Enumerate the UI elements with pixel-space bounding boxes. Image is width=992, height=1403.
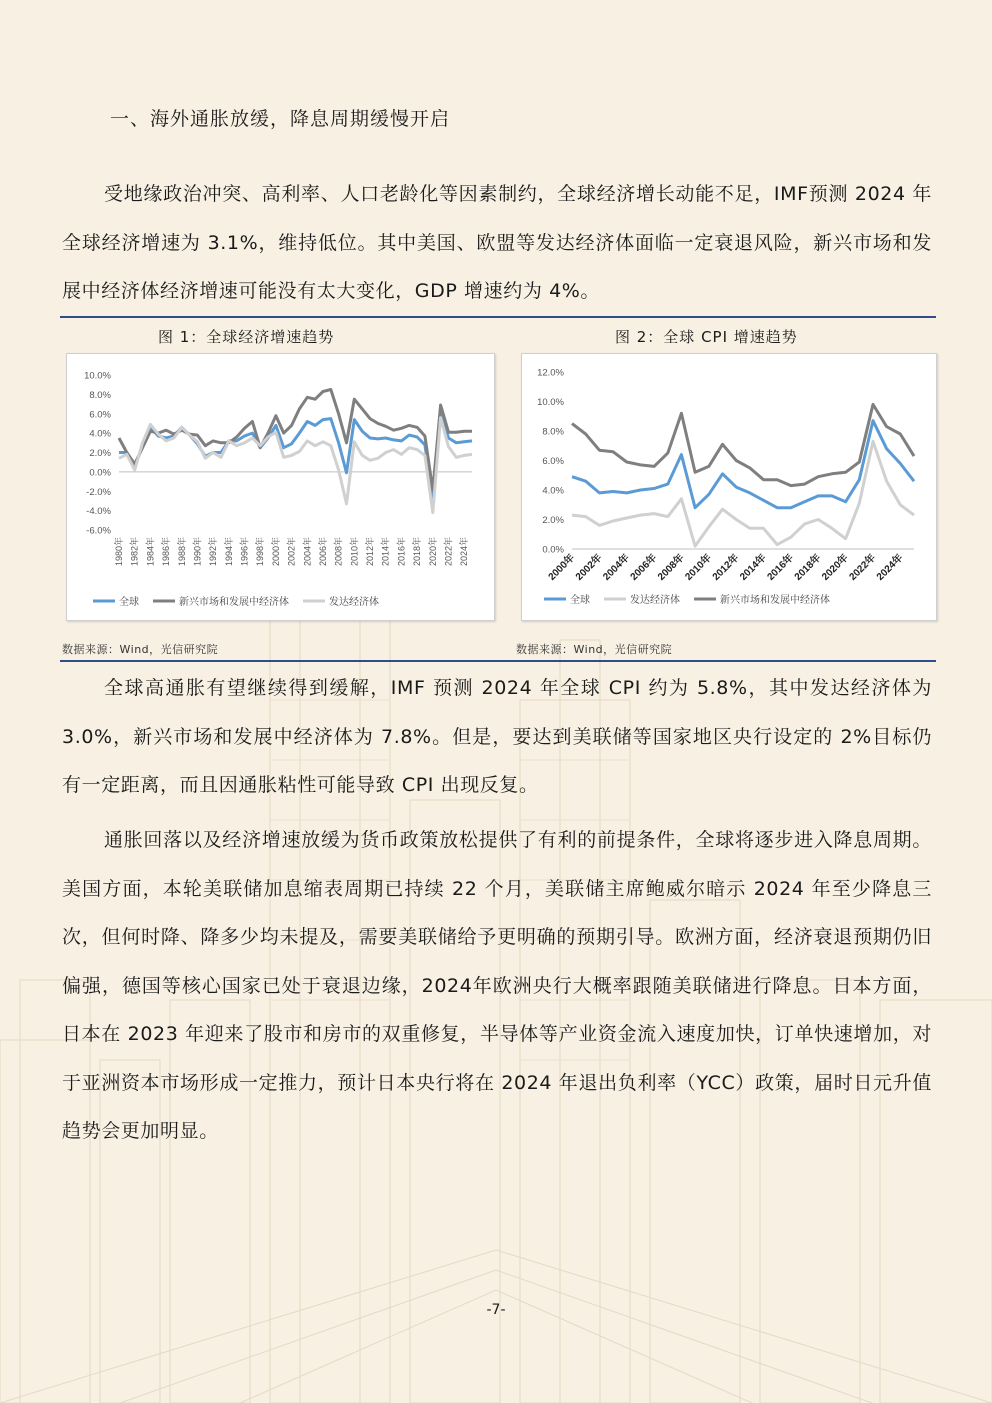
x-tick-label: 1992年 bbox=[208, 537, 219, 567]
y-tick-label: 8.0% bbox=[542, 426, 564, 438]
y-tick-label: 8.0% bbox=[89, 389, 111, 401]
x-tick-label: 2004年 bbox=[302, 537, 313, 567]
x-tick-label: 2012年 bbox=[710, 552, 742, 583]
x-tick-label: 2018年 bbox=[792, 552, 824, 583]
y-tick-label: 10.0% bbox=[537, 397, 564, 408]
legend-label: 全球 bbox=[119, 597, 139, 608]
x-tick-label: 2022年 bbox=[443, 537, 454, 567]
y-tick-label: 0.0% bbox=[542, 544, 564, 556]
x-tick-label: 1998年 bbox=[255, 537, 266, 567]
y-tick-label: -2.0% bbox=[86, 486, 111, 498]
y-tick-label: 12.0% bbox=[537, 367, 564, 379]
x-tick-label: 2012年 bbox=[365, 537, 376, 567]
x-tick-label: 2008年 bbox=[655, 552, 687, 583]
legend-label: 发达经济体 bbox=[630, 595, 680, 606]
section-heading: 一、海外通胀放缓，降息周期缓慢开启 bbox=[110, 108, 451, 130]
x-tick-label: 2000年 bbox=[546, 552, 578, 583]
x-tick-label: 2020年 bbox=[820, 552, 851, 583]
paragraph-3: 通胀回落以及经济增速放缓为货币政策放松提供了有利的前提条件，全球将逐步进入降息周期。美国方面，本轮美联储加息缩表周期已持续 22 个月，美联储主席鲍威尔暗示 2024 年至少降息三次，但何时降、降多少均未提及，需要美联储给予更明确的预期引导。欧洲方面，经济衰退预期仍旧偏强，德国等核心国家已处于衰退边缘，2024年欧洲央行大概率跟随美联储进行降息。日本方面，日本在 2023 年迎来了股市和房市的双重修复，半导体等产业资金流入速度加快，订单快速增加，对于亚洲资本市场形成一定推力，预计日本央行将在 2024 年退出负利率（YCC）政策，届时日元升值趋势会更加明显。 bbox=[62, 829, 932, 1142]
x-tick-label: 2020年 bbox=[427, 537, 438, 567]
figure-top-rule bbox=[60, 316, 936, 318]
y-tick-label: 6.0% bbox=[542, 456, 564, 467]
y-tick-label: 4.0% bbox=[542, 485, 564, 497]
x-tick-label: 2008年 bbox=[333, 537, 344, 567]
figure-1-chart bbox=[66, 353, 495, 621]
figure-1-caption: 图 1：全球经济增速趋势 bbox=[158, 328, 335, 346]
figure-bottom-rule bbox=[60, 660, 936, 662]
series-line bbox=[572, 404, 914, 485]
figure-2-caption: 图 2：全球 CPI 增速趋势 bbox=[615, 328, 798, 346]
x-tick-label: 2014年 bbox=[380, 537, 391, 567]
legend-label: 全球 bbox=[570, 595, 590, 606]
x-tick-label: 2006年 bbox=[628, 552, 660, 583]
page-number: -7- bbox=[486, 1302, 506, 1318]
x-tick-label: 1984年 bbox=[145, 537, 156, 567]
x-tick-label: 2010年 bbox=[683, 552, 714, 583]
x-tick-label: 1980年 bbox=[114, 537, 124, 567]
figure-1-source: 数据来源：Wind，光信研究院 bbox=[62, 643, 219, 656]
legend-label: 新兴市场和发展中经济体 bbox=[179, 597, 289, 608]
x-tick-label: 2004年 bbox=[601, 552, 632, 583]
figure-2-source: 数据来源：Wind，光信研究院 bbox=[516, 643, 673, 656]
x-tick-label: 2014年 bbox=[738, 552, 769, 583]
x-tick-label: 1990年 bbox=[192, 537, 203, 567]
x-tick-label: 2024年 bbox=[459, 537, 470, 567]
cpi-growth-line-chart bbox=[522, 354, 936, 620]
y-tick-label: 2.0% bbox=[89, 448, 111, 459]
x-tick-label: 2000年 bbox=[270, 537, 281, 567]
y-tick-label: 10.0% bbox=[84, 370, 111, 382]
x-tick-label: 2016年 bbox=[765, 552, 797, 583]
x-tick-label: 2016年 bbox=[396, 537, 407, 567]
x-tick-label: 2002年 bbox=[286, 537, 297, 567]
y-tick-label: 6.0% bbox=[89, 409, 111, 421]
y-tick-label: -6.0% bbox=[86, 525, 111, 537]
x-tick-label: 2024年 bbox=[874, 552, 906, 583]
paragraph-1: 受地缘政治冲突、高利率、人口老龄化等因素制约，全球经济增长动能不足，IMF预测 2024 年全球经济增速为 3.1%，维持低位。其中美国、欧盟等发达经济体面临一定衰退风险，新兴市场和发展中经济体经济增速可能没有太大变化，GDP 增速约为 4%。 bbox=[62, 183, 932, 302]
x-tick-label: 1982年 bbox=[129, 537, 140, 567]
x-tick-label: 2018年 bbox=[412, 537, 423, 567]
x-tick-label: 2006年 bbox=[317, 537, 328, 567]
x-tick-label: 1994年 bbox=[223, 537, 234, 567]
x-tick-label: 1996年 bbox=[239, 537, 250, 567]
y-tick-label: 4.0% bbox=[89, 428, 111, 440]
x-tick-label: 2022年 bbox=[847, 552, 879, 583]
y-tick-label: -4.0% bbox=[86, 506, 111, 518]
x-tick-label: 2010年 bbox=[349, 537, 360, 567]
y-tick-label: 2.0% bbox=[542, 515, 564, 526]
legend-label: 新兴市场和发展中经济体 bbox=[720, 595, 830, 606]
paragraph-2: 全球高通胀有望继续得到缓解，IMF 预测 2024 年全球 CPI 约为 5.8%，其中发达经济体为 3.0%，新兴市场和发展中经济体为 7.8%。但是，要达到美联储等国家地区央行设定的 2%目标仍有一定距离，而且因通胀粘性可能导致 CPI 出现反复。 bbox=[62, 677, 932, 796]
x-tick-label: 1986年 bbox=[161, 537, 172, 567]
x-tick-label: 1988年 bbox=[176, 537, 187, 567]
legend-label: 发达经济体 bbox=[329, 597, 379, 608]
x-tick-label: 2002年 bbox=[573, 552, 605, 583]
y-tick-label: 0.0% bbox=[89, 467, 111, 479]
gdp-growth-line-chart bbox=[67, 354, 494, 620]
figure-2-chart bbox=[521, 353, 937, 621]
